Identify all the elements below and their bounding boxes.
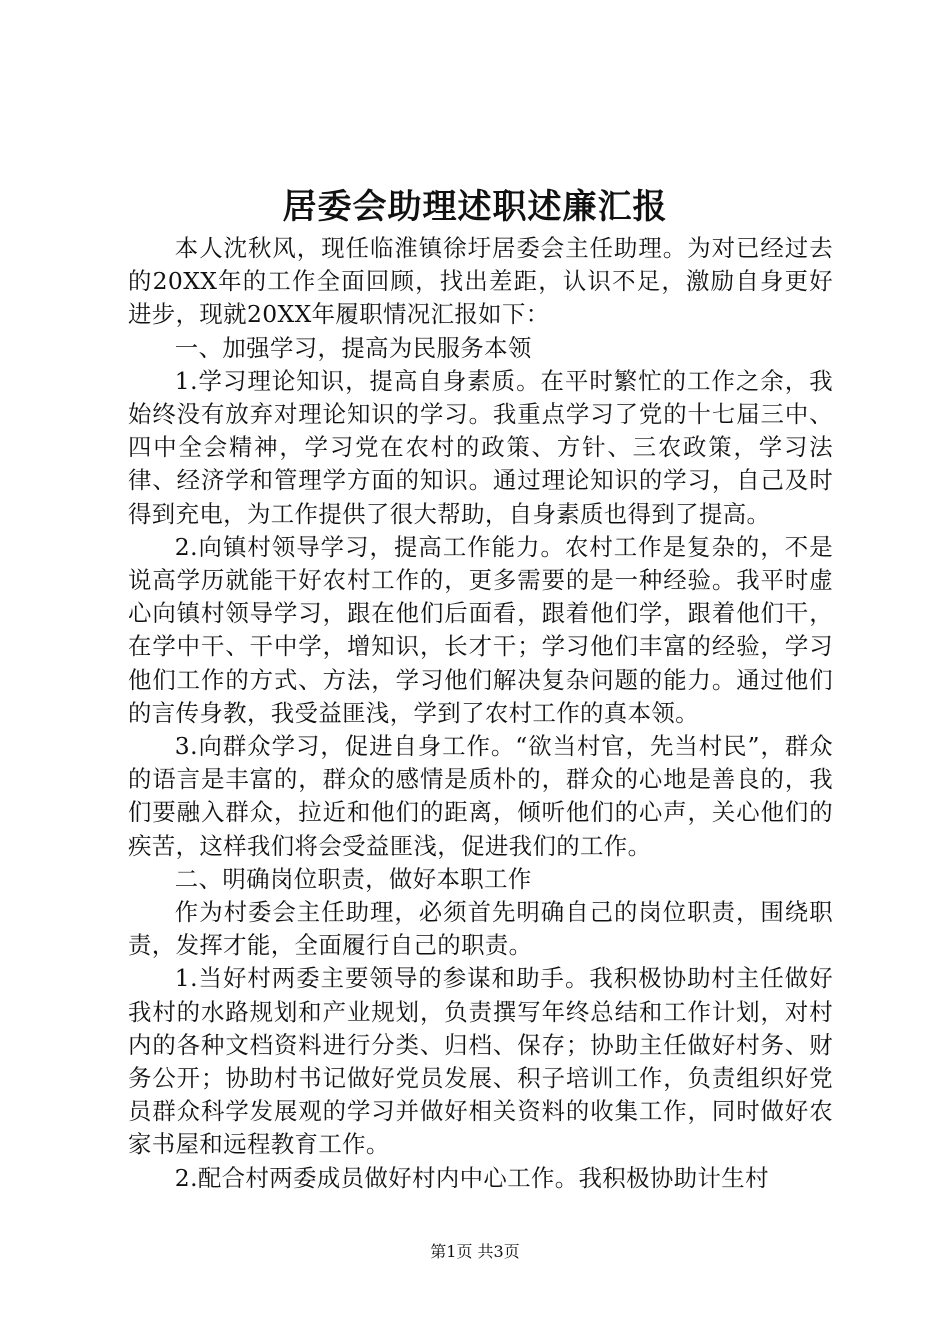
section-heading-2: 二、明确岗位职责，做好本职工作: [174, 864, 532, 893]
paragraph-1-2: 2.向镇村领导学习，提高工作能力。农村工作是复杂的，不是说高学历就能干好农村工作的，更多需要的是一种经验。我平时虚心向镇村领导学习，跟在他们后面看，跟着他们学，跟着他们干，在学中干、干中学，增知识，长才干；学习他们丰富的经验，学习他们工作的方式、方法，学习他们解决复杂问题的能力。通过他们的言传身教，我受益匪浅，学到了农村工作的真本领。: [128, 532, 833, 727]
paragraph-2-intro: 作为村委会主任助理，必须首先明确自己的岗位职责，围绕职责，发挥才能，全面履行自己的职责。: [128, 898, 833, 960]
document-title: 居委会助理述职述廉汇报: [282, 187, 668, 227]
paragraph-1-3: 3.向群众学习，促进自身工作。“欲当村官，先当村民”，群众的语言是丰富的，群众的感情是质朴的，群众的心地是善良的，我们要融入群众，拉近和他们的距离，倾听他们的心声，关心他们的疾苦，这样我们将会受益匪浅，促进我们的工作。: [128, 732, 833, 860]
paragraph-2-1: 1.当好村两委主要领导的参谋和助手。我积极协助村主任做好我村的水路规划和产业规划，负责撰写年终总结和工作计划，对村内的各种文档资料进行分类、归档、保存；协助主任做好村务、财务公开；协助村书记做好党员发展、积子培训工作，负责组织好党员群众科学发展观的学习并做好相关资料的收集工作，同时做好农家书屋和远程教育工作。: [128, 964, 833, 1159]
document-body: [128, 232, 833, 1195]
paragraph-intro: 本人沈秋风，现任临淮镇徐圩居委会主任助理。为对已经过去的20XX年的工作全面回顾，找出差距，认识不足，激励自身更好进步，现就20XX年履职情况汇报如下：: [128, 234, 833, 329]
page-footer: 第1页 共3页: [430, 1242, 520, 1261]
section-heading-1: 一、加强学习，提高为民服务本领: [174, 333, 532, 362]
paragraph-1-1: 1.学习理论知识，提高自身素质。在平时繁忙的工作之余，我始终没有放弃对理论知识的学习。我重点学习了党的十七届三中、四中全会精神，学习党在农村的政策、方针、三农政策，学习法律、经济学和管理学方面的知识。通过理论知识的学习，自己及时得到充电，为工作提供了很大帮助，自身素质也得到了提高。: [128, 366, 833, 528]
paragraph-2-2: 2.配合村两委成员做好村内中心工作。我积极协助计生村: [174, 1163, 769, 1192]
